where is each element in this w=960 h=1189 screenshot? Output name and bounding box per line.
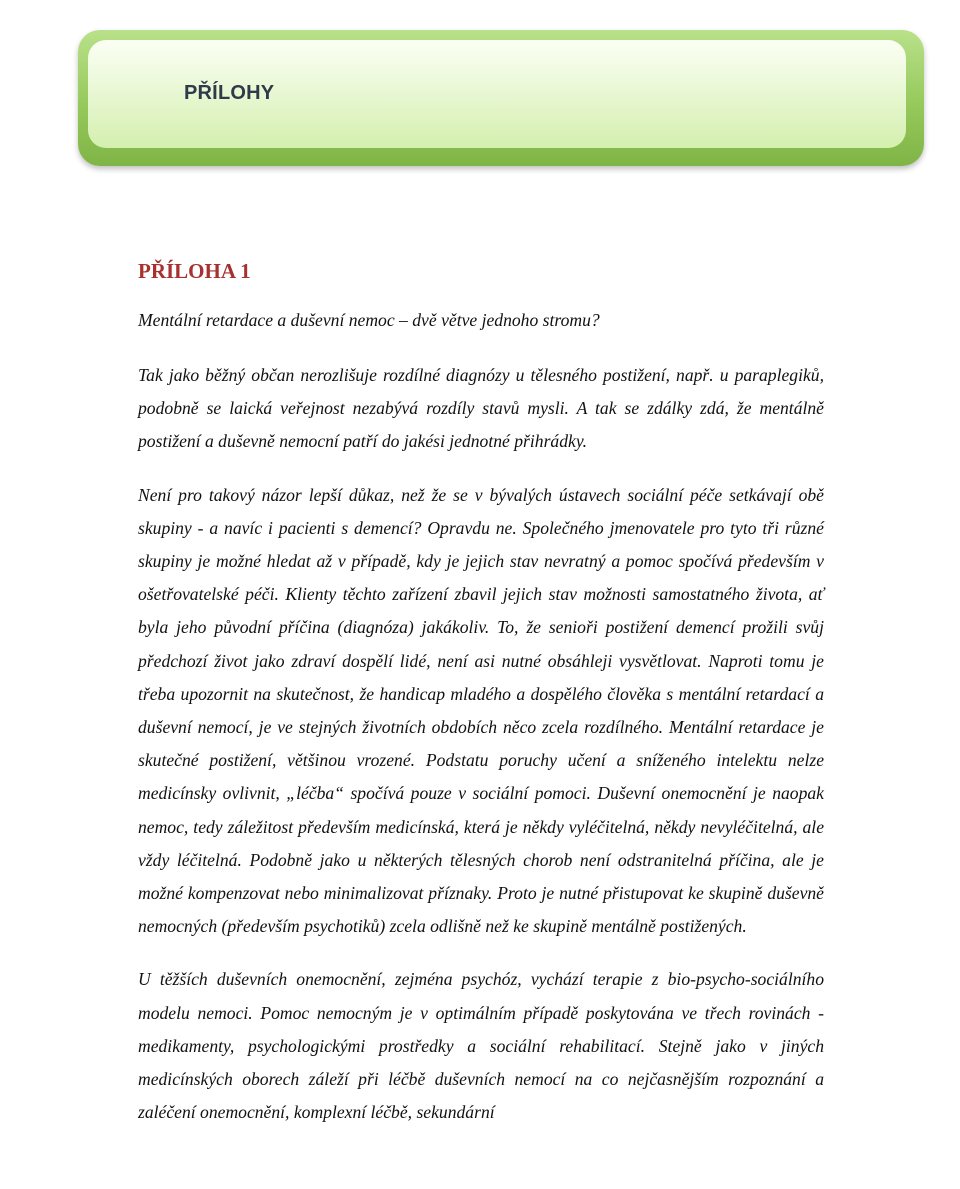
- section-heading: PŘÍLOHA 1: [138, 259, 251, 283]
- appendix-banner: [78, 30, 924, 166]
- paragraph-3: U těžších duševních onemocnění, zejména psychóz, vychází terapie z bio-psycho-sociálního modelu nemoci. Pomoc nemocným je v optimálním případě poskytována ve třech rovinách - medikamenty, psychologickými prostředky a sociální rehabilitací. Stejně jako v jiných medicínských oborech záleží při léčbě duševních nemocí na co nejčasnějším rozpoznání a zaléčení onemocnění, komplexní léčbě, sekundární: [138, 969, 824, 1123]
- document-body: [138, 306, 824, 1149]
- intro-line: Mentální retardace a duševní nemoc – dvě větve jednoho stromu?: [138, 310, 600, 330]
- banner-panel: [88, 40, 906, 148]
- paragraph-1: Tak jako běžný občan nerozlišuje rozdílné diagnózy u tělesného postižení, např. u paraplegiků, podobně se laická veřejnost nezabývá rozdíly stavů mysli. A tak se zdálky zdá, že mentálně postižení a duševně nemocní patří do jakési jednotné přihrádky.: [138, 365, 824, 452]
- paragraph-2: Není pro takový názor lepší důkaz, než že se v bývalých ústavech sociální péče setkávají obě skupiny - a navíc i pacienti s demencí? Opravdu ne. Společného jmenovatele pro tyto tři různé skupiny je možné hledat až v případě, kdy je jejich stav nevratný a pomoc spočívá především v ošetřovatelské péči. Klienty těchto zařízení zbavil jejich stav možnosti samostatného života, ať byla jeho původní příčina (diagnóza) jakákoliv. To, že senioři postižení demencí prožili svůj předchozí život jako zdraví dospělí lidé, není asi nutné obsáhleji vysvětlovat. Naproti tomu je třeba upozornit na skutečnost, že handicap mladého a dospělého člověka s mentální retardací a duševní nemocí, je ve stejných životních obdobích něco zcela rozdílného. Mentální retardace je skutečné postižení, většinou vrozené. Podstatu poruchy učení a sníženého intelektu nelze medicínsky ovlivnit, „léčba“ spočívá pouze v sociální pomoci. Duševní onemocnění je naopak nemoc, tedy záležitost především medicínská, která je někdy vyléčitelná, někdy nevyléčitelná, ale vždy léčitelná. Podobně jako u některých tělesných chorob není odstranitelná příčina, ale je možné kompenzovat nebo minimalizovat příznaky. Proto je nutné přistupovat ke skupině duševně nemocných (především psychotiků) zcela odlišně než ke skupině mentálně postižených.: [138, 484, 824, 937]
- banner-title: PŘÍLOHY: [184, 82, 275, 104]
